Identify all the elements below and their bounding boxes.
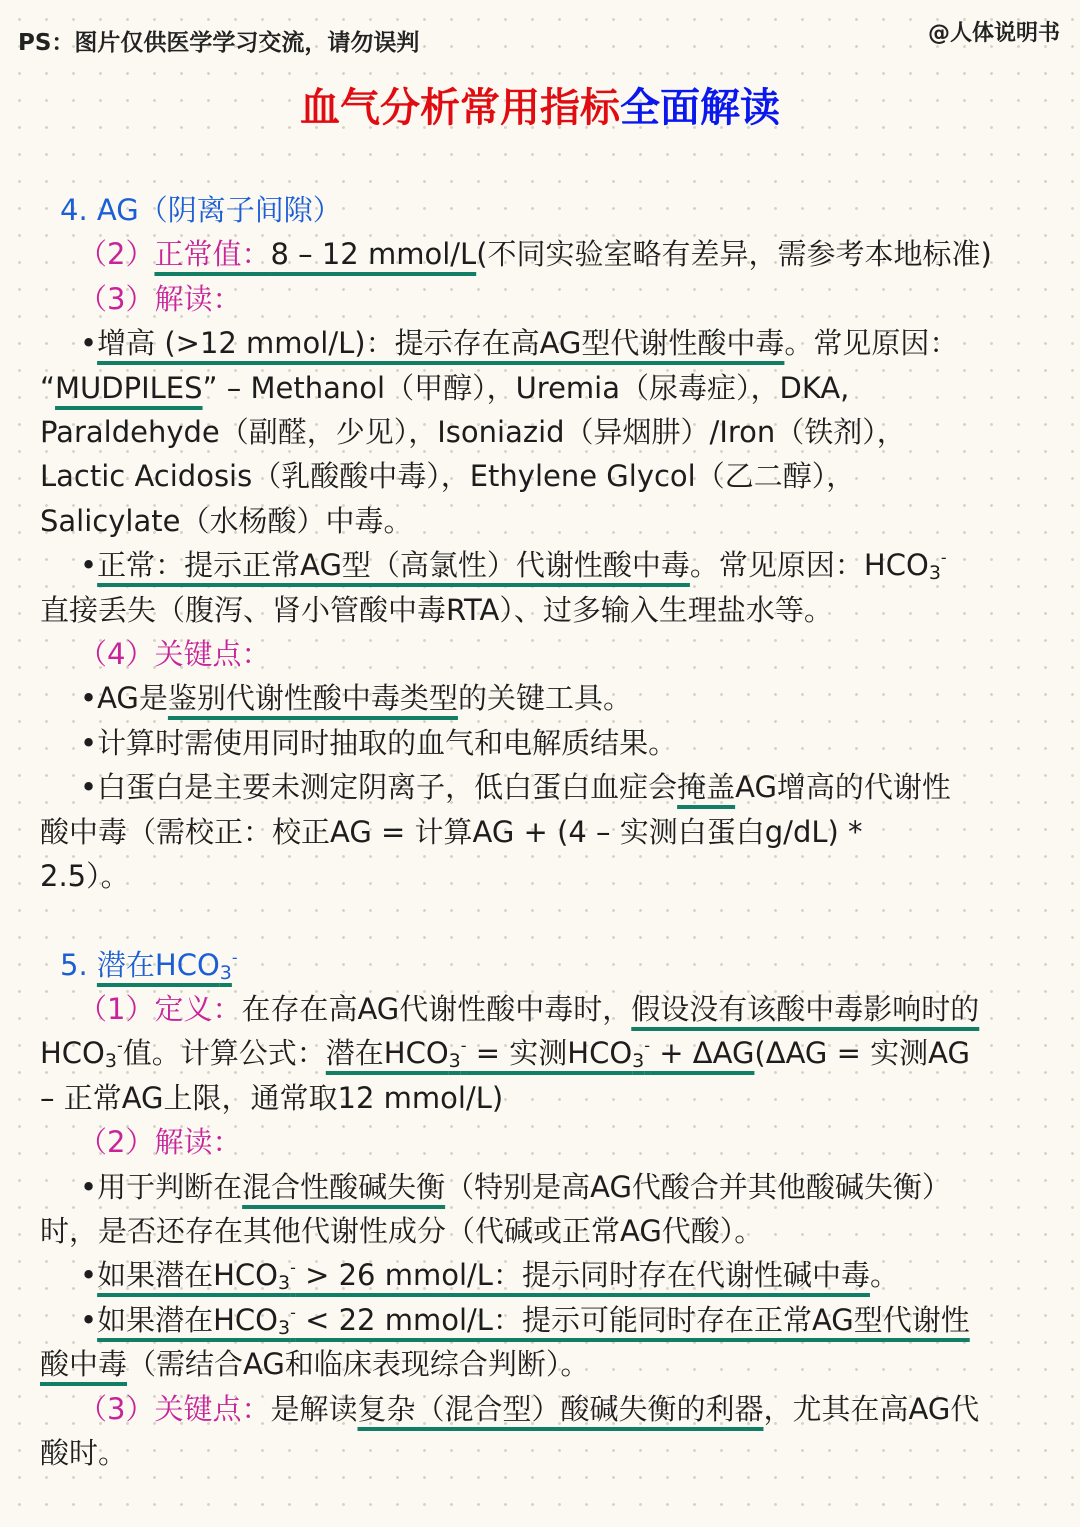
key1-underlined: 鉴别代谢性酸中毒类型 xyxy=(167,681,458,716)
section-spacer xyxy=(40,899,1050,943)
ag-key-point-1 xyxy=(40,676,1050,720)
int1-text-a: •用于判断在 xyxy=(80,1169,243,1204)
ag-normal-type-line-2: 直接丢失（腹泻、肾小管酸中毒RTA）、过多输入生理盐水等。 xyxy=(40,592,833,627)
hco3-definition-line-2 xyxy=(40,1031,1050,1075)
definition-label: （1）定义： xyxy=(78,991,242,1026)
ag-key-point-3-line-3: 2.5）。 xyxy=(40,859,130,894)
int2-part-1: 如果潜在HCO xyxy=(97,1258,278,1293)
ag-normal-value-line xyxy=(40,232,1050,276)
ag-causes-line-2: Paraldehyde（副醛，少见），Isoniazid（异烟肼）/Iron（铁剂）， xyxy=(40,415,906,450)
superscript: - xyxy=(290,1302,296,1322)
superscript: - xyxy=(940,548,947,568)
page-title xyxy=(0,76,1080,133)
definition-text-a: 在存在高AG代谢性酸中毒时， xyxy=(241,991,632,1026)
key1-text-b: 的关键工具。 xyxy=(457,681,632,716)
ag-normal-prefix: （2） xyxy=(78,237,155,272)
hco3-interpretation-1-line-2: 时，是否还存在其他代谢性成分（代碱或正常AG代酸）。 xyxy=(40,1213,764,1248)
int3-underlined xyxy=(97,1303,970,1337)
ag-key-point-3 xyxy=(40,765,1050,809)
superscript: - xyxy=(460,1036,467,1056)
bullet: • xyxy=(80,1302,98,1337)
hco3-interpretation-3 xyxy=(40,1298,1050,1342)
subscript: 3 xyxy=(278,1316,291,1339)
bullet: • xyxy=(80,548,98,583)
ag-high-tail: 。常见原因： xyxy=(784,326,959,361)
hco3-heading-underlined xyxy=(97,948,232,982)
int1-text-b: （特别是高AG代酸合并其他酸碱失衡） xyxy=(445,1169,951,1204)
formula-note: (ΔAG = 实测AG xyxy=(754,1036,970,1071)
superscript: - xyxy=(116,1036,123,1056)
section-number: 5. xyxy=(60,947,97,982)
int2-tail: 。 xyxy=(869,1258,899,1293)
formula-intro: 值。计算公式： xyxy=(122,1036,326,1071)
ag-normal-value: 8 – 12 mmol/L xyxy=(270,237,477,272)
ag-high-line xyxy=(40,321,1050,365)
ag-normal-note: (不同实验室略有差异，需参考本地标准) xyxy=(476,237,992,272)
int3-part-2: < 22 mmol/L：提示可能同时存在正常AG型代谢性 xyxy=(295,1302,970,1337)
formula-underlined xyxy=(325,1036,755,1073)
key-point-text-a: 是解读 xyxy=(270,1391,358,1426)
formula-part-2: = 实测HCO xyxy=(466,1036,633,1071)
key-point-label: （3）关键点： xyxy=(78,1391,271,1426)
hco3-interpretation-1 xyxy=(40,1165,1050,1209)
ag-section-heading: 4. AG（阴离子间隙） xyxy=(60,193,342,227)
int2-part-2: > 26 mmol/L：提示同时存在代谢性碱中毒 xyxy=(295,1258,870,1293)
ag-high-underlined: 增高 (>12 mmol/L)：提示存在高AG型代谢性酸中毒 xyxy=(97,326,785,361)
key-point-underlined: 复杂（混合型）酸碱失衡的利器 xyxy=(357,1391,764,1426)
int2-underlined xyxy=(97,1258,870,1295)
ag-normal-type-line xyxy=(40,543,1050,587)
key1-text-a: •AG是 xyxy=(80,681,168,716)
bullet: • xyxy=(80,1258,98,1293)
hco3-section-heading xyxy=(40,943,1050,987)
formula-part-3: + ΔAG xyxy=(650,1036,755,1071)
author-handle: @人体说明书 xyxy=(927,21,1060,46)
subscript: 3 xyxy=(104,1050,117,1073)
ag-key-point-3-line-2: 酸中毒（需校正：校正AG = 计算AG + (4 – 实测白蛋白g/dL) * xyxy=(40,814,863,849)
title-red-part: 血气分析常用指标 xyxy=(300,85,620,131)
int3-part-1: 如果潜在HCO xyxy=(97,1302,278,1337)
hco3-interpretation-2 xyxy=(40,1253,1050,1297)
subscript: 3 xyxy=(219,961,232,984)
bullet: • xyxy=(80,326,98,361)
key3-text-b: AG增高的代谢性 xyxy=(735,770,951,805)
key3-underlined: 掩盖 xyxy=(677,770,736,805)
heading-text: 潜在HCO xyxy=(96,947,220,982)
key-point-text-b: ，尤其在高AG代 xyxy=(763,1391,980,1426)
ag-key-points-heading: （4）关键点： xyxy=(78,637,271,672)
ag-interpretation-heading: （3）解读： xyxy=(78,281,242,316)
ag-causes-line-3: Lactic Acidosis（乳酸酸中毒），Ethylene Glycol（乙二醇）， xyxy=(40,459,856,494)
quote-open: “ xyxy=(40,370,56,405)
int3-line2-underlined: 酸中毒 xyxy=(40,1347,128,1382)
subscript: 3 xyxy=(632,1050,645,1073)
ag-mudpiles-line xyxy=(40,366,1050,410)
hco3-key-point xyxy=(40,1387,1050,1431)
hco3-interpretation-3-line-2 xyxy=(40,1342,1050,1386)
int3-line2-text: （需结合AG和临床表现综合判断）。 xyxy=(127,1347,590,1382)
subscript: 3 xyxy=(278,1272,291,1295)
hco3-key-point-line-2: 酸时。 xyxy=(40,1435,128,1470)
ag-key-point-2: •计算时需使用同时抽取的血气和电解质结果。 xyxy=(80,725,678,760)
ag-causes-line-4: Salicylate（水杨酸）中毒。 xyxy=(40,503,413,538)
hco3-interpretation-heading: （2）解读： xyxy=(78,1125,242,1160)
ag-normal-label: 正常值： xyxy=(154,237,271,272)
article-body xyxy=(40,188,1050,1475)
hco3-definition-line-3: – 正常AG上限，通常取12 mmol/L) xyxy=(40,1080,504,1115)
mudpiles-term: MUDPILES xyxy=(55,370,203,405)
hco3-definition-line-1 xyxy=(40,987,1050,1031)
int1-underlined: 混合性酸碱失衡 xyxy=(242,1169,446,1204)
subscript: 3 xyxy=(928,562,941,585)
superscript: - xyxy=(290,1258,296,1278)
mudpiles-rest: ” – Methanol（甲醇），Uremia（尿毒症），DKA, xyxy=(202,370,850,405)
hco3-text: HCO xyxy=(40,1036,105,1071)
superscript: - xyxy=(231,947,238,967)
disclaimer-note: PS：图片仅供医学学习交流，请勿误判 xyxy=(18,30,420,56)
subscript: 3 xyxy=(448,1050,461,1073)
definition-underlined: 假设没有该酸中毒影响时的 xyxy=(631,991,980,1026)
ag-normal-type-tail: 。常见原因：HCO xyxy=(689,548,929,583)
key3-text-a: •白蛋白是主要未测定阴离子，低白蛋白血症会 xyxy=(80,770,678,805)
title-blue-part: 全面解读 xyxy=(620,85,780,131)
formula-part-1: 潜在HCO xyxy=(325,1036,449,1071)
superscript: - xyxy=(644,1036,651,1056)
ag-normal-type-underlined: 正常：提示正常AG型（高氯性）代谢性酸中毒 xyxy=(97,548,690,583)
